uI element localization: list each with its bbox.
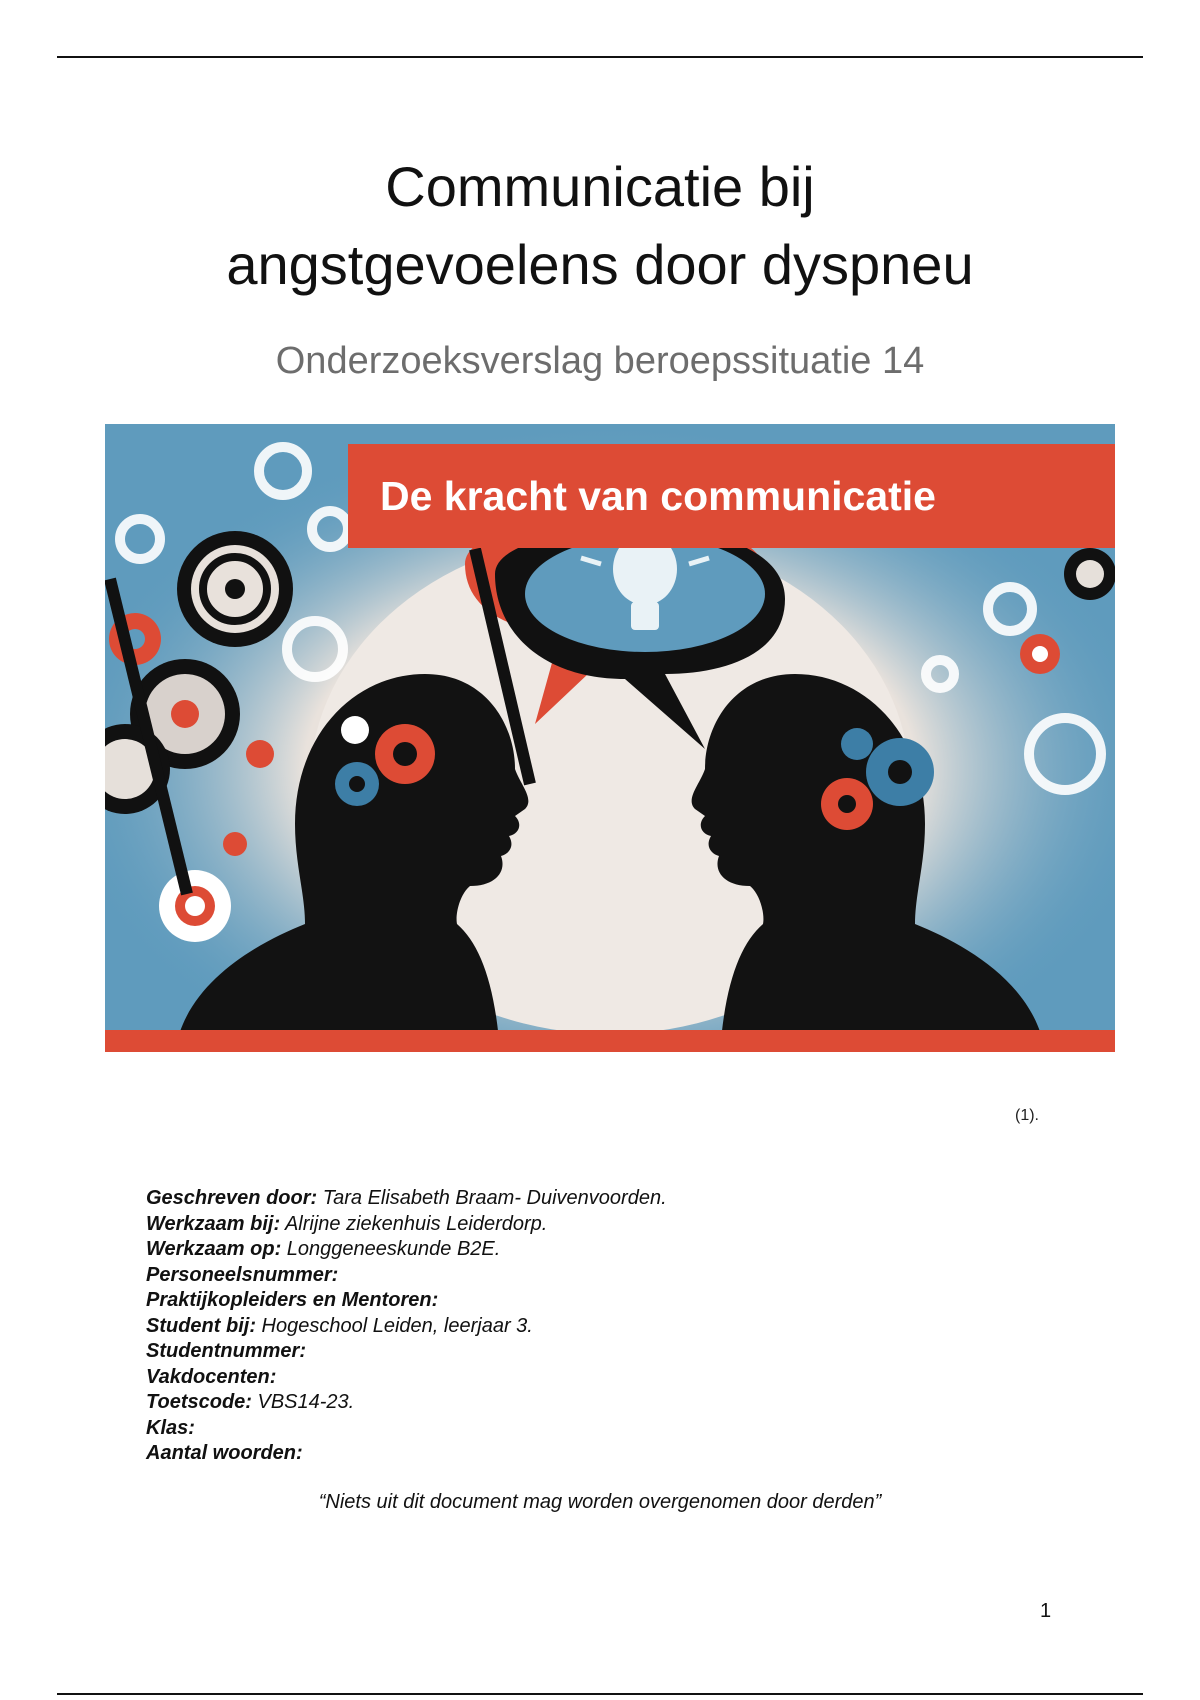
document-meta (146, 1186, 1046, 1467)
gear-icon (159, 870, 231, 942)
meta-label: Studentnummer: (146, 1340, 306, 1362)
meta-row-author (146, 1186, 1046, 1212)
meta-value: Alrijne ziekenhuis Leiderdorp. (284, 1212, 548, 1235)
meta-label: Vakdocenten: (146, 1365, 277, 1388)
meta-row-department (146, 1237, 1046, 1263)
meta-value: Longgeneeskunde B2E. (286, 1238, 501, 1260)
meta-row-class (146, 1416, 1046, 1442)
meta-value: Tara Elisabeth Braam- Duivenvoorden. (322, 1187, 667, 1209)
page-number: 1 (1040, 1600, 1052, 1622)
image-citation: (1). (1015, 1107, 1039, 1124)
document-title (0, 148, 1200, 304)
meta-value: VBS14-23. (257, 1391, 355, 1413)
meta-label: Student bij: (146, 1314, 256, 1337)
meta-label: Werkzaam bij: (146, 1212, 281, 1235)
meta-label: Praktijkopleiders en Mentoren: (146, 1289, 439, 1311)
meta-label: Toetscode: (146, 1391, 252, 1413)
meta-row-word-count (146, 1441, 1046, 1467)
cover-banner-text: De kracht van communicatie (380, 473, 936, 519)
gear-icon (177, 531, 293, 647)
meta-label: Geschreven door: (146, 1187, 318, 1209)
bottom-rule (57, 1693, 1143, 1695)
meta-row-staff-number (146, 1263, 1046, 1289)
meta-value: Hogeschool Leiden, leerjaar 3. (261, 1314, 533, 1337)
meta-label: Aantal woorden: (146, 1442, 303, 1464)
cover-bottom-strip (105, 1030, 1115, 1052)
title-line-1: Communicatie bij (385, 155, 815, 218)
title-line-2: angstgevoelens door dyspneu (226, 233, 974, 296)
document-subtitle: Onderzoeksverslag beroepssituatie 14 (275, 340, 925, 382)
cover-image (105, 424, 1115, 1052)
meta-row-mentors (146, 1288, 1046, 1314)
meta-row-test-code (146, 1390, 1046, 1416)
meta-label: Werkzaam op: (146, 1238, 282, 1260)
meta-label: Personeelsnummer: (146, 1263, 339, 1286)
meta-row-school (146, 1314, 1046, 1340)
meta-row-student-number (146, 1339, 1046, 1365)
copyright-notice: “Niets uit dit document mag worden overgenomen door derden” (318, 1491, 882, 1513)
meta-label: Klas: (146, 1416, 195, 1439)
meta-row-employer (146, 1212, 1046, 1238)
meta-row-teachers (146, 1365, 1046, 1391)
top-rule (57, 56, 1143, 58)
cover-banner (348, 444, 1115, 548)
